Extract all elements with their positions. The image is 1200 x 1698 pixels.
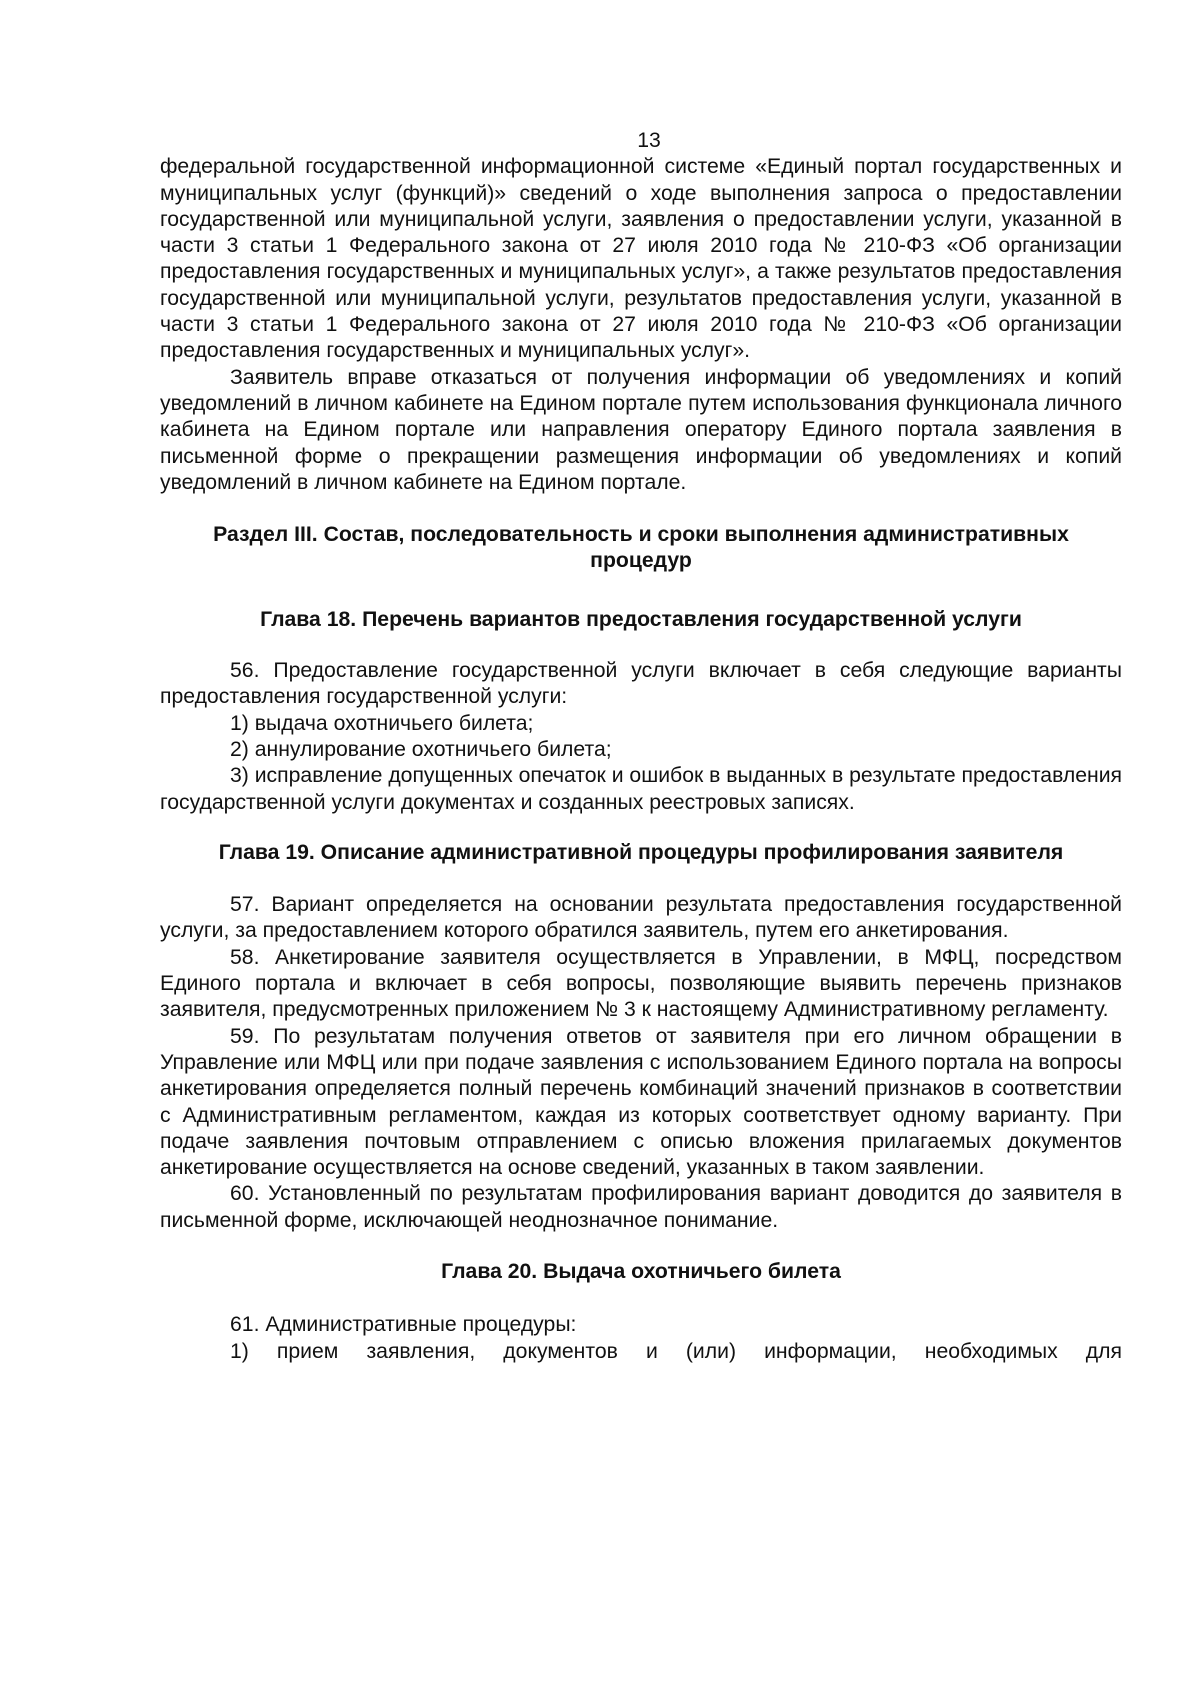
list-item: 1) прием заявления, документов и (или) информации, необходимых для bbox=[230, 1339, 1122, 1363]
section-title: Раздел III. Состав, последовательность и сроки выполнения административных процедур bbox=[213, 523, 1069, 573]
list-item: 3) исправление допущенных опечаток и ошибок в выданных в результате предоставления государственной услуги документах и созданных реестровых записях. bbox=[160, 764, 1123, 814]
paragraph-56: 56. Предоставление государственной услуги включает в себя следующие варианты предоставления государственной услуги: bbox=[160, 659, 1122, 709]
paragraph-60: 60. Установленный по результатам профилирования вариант доводится до заявителя в письменной форме, исключающей неоднозначное понимание. bbox=[160, 1182, 1122, 1232]
list-item: 2) аннулирование охотничьего билета; bbox=[230, 737, 612, 761]
chapter-20-title: Глава 20. Выдача охотничьего билета bbox=[441, 1259, 841, 1283]
refusal-paragraph: Заявитель вправе отказаться от получения информации об уведомлениях и копий уведомлений в личном кабинете на Едином портале путем использования функционала личного кабинета на Едином портале или направления оператору Единого портала заявления в письменной форме о прекращении размещения информации об уведомлениях и копий уведомлений в личном кабинете на Едином портале. bbox=[160, 365, 1122, 494]
chapter-18-title: Глава 18. Перечень вариантов предоставления государственной услуги bbox=[260, 607, 1022, 631]
chapter-19-title: Глава 19. Описание административной процедуры профилирования заявителя bbox=[218, 840, 1064, 864]
intro-paragraph: федеральной государственной информационной системе «Единый портал государственных и муниципальных услуг (функций)» сведений о ходе выполнения запроса о предоставлении государственной или муниципальной услуги, заявления о предоставлении услуги, указанной в части 3 статьи 1 Федерального закона от 27 июля 2010 года № 210-ФЗ «Об организации предоставления государственных и муниципальных услуг», а также результатов предоставления государственной или муниципальной услуги, результатов предоставления услуги, указанной в части 3 статьи 1 Федерального закона от 27 июля 2010 года № 210-ФЗ «Об организации предоставления государственных и муниципальных услуг». bbox=[160, 155, 1122, 363]
paragraph-57: 57. Вариант определяется на основании результата предоставления государственной услуги, за предоставлением которого обратился заявитель, путем его анкетирования. bbox=[160, 893, 1122, 943]
page-content bbox=[160, 128, 1122, 1365]
paragraph-61: 61. Административные процедуры: bbox=[230, 1313, 577, 1337]
list-item: 1) выдача охотничьего билета; bbox=[230, 711, 534, 735]
paragraph-58: 58. Анкетирование заявителя осуществляется в Управлении, в МФЦ, посредством Единого портала и включает в себя вопросы, позволяющие выявить перечень признаков заявителя, предусмотренных приложением № 3 к настоящему Административному регламенту. bbox=[160, 945, 1122, 1022]
page-number: 13 bbox=[637, 129, 661, 152]
paragraph-59: 59. По результатам получения ответов от заявителя при его личном обращении в Управление или МФЦ или при подаче заявления с использованием Единого портала на вопросы анкетирования определяется полный перечень комбинаций значений признаков в соответствии с Административным регламентом, каждая из которых соответствует одному варианту. При подаче заявления почтовым отправлением с описью вложения прилагаемых документов анкетирование осуществляется на основе сведений, указанных в таком заявлении. bbox=[160, 1024, 1122, 1180]
